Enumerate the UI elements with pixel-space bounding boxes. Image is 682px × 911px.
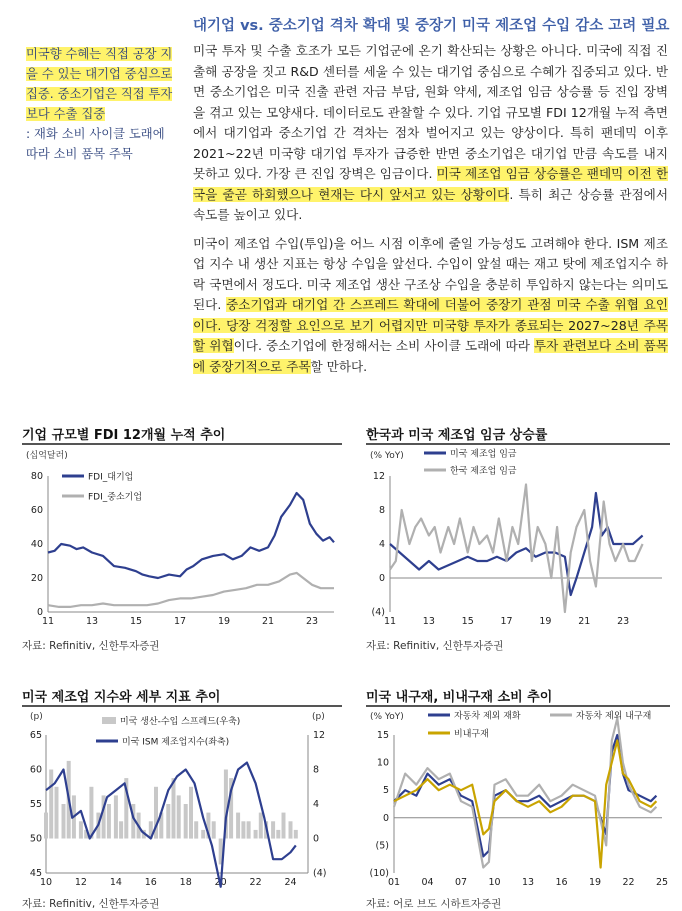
chart4-ytick-label: 0: [382, 812, 389, 824]
p2-text-e: 할 만하다.: [310, 358, 368, 374]
chart1-svg: [22, 446, 342, 632]
chart2-ytick-label: 4: [378, 539, 385, 550]
chart4-ytick-label: (10): [369, 868, 389, 879]
chart3-bar: [247, 821, 251, 838]
chart3-bar: [289, 821, 293, 838]
chart2-ytick-label: 12: [372, 471, 385, 482]
chart3-bar: [184, 804, 188, 839]
side-note-highlight: 미국향 수혜는 직접 공장 지을 수 있는 대기업 중심으로 집중. 중소기업은 직접 투자보다 수출 집중: [26, 47, 173, 121]
chart4-series-3-line: [394, 741, 656, 868]
chart2-xtick-label: 15: [461, 616, 474, 627]
paragraph-2: [193, 234, 668, 378]
p2-highlight-2: 투자 관련보다 소비 품목에 중장기적으로 주목: [193, 338, 668, 374]
chart3-bar: [79, 821, 83, 838]
chart3-left-ytick-label: 55: [29, 799, 42, 810]
chart4-xtick-label: 16: [555, 877, 568, 888]
chart3-xtick-label: 16: [144, 877, 157, 888]
chart2-rule: [366, 443, 670, 445]
chart3-bar: [259, 813, 263, 839]
chart3-bar: [114, 795, 118, 838]
chart4-svg: [366, 707, 670, 893]
chart2-legend-label: 한국 제조업 임금: [450, 466, 517, 477]
chart1-ytick-label: 80: [30, 471, 43, 482]
chart3-bar: [44, 813, 48, 839]
chart3-bar: [62, 804, 66, 839]
chart2-xtick-label: 23: [617, 616, 630, 627]
chart4-xtick-label: 04: [421, 877, 434, 888]
chart3-xtick-label: 22: [249, 877, 262, 888]
paragraph-1: [193, 41, 668, 226]
chart3-bar: [241, 821, 245, 838]
chart4-xtick-label: 07: [454, 877, 468, 888]
chart3-legend-bar-label: 미국 생산-수입 스프레드(우축): [120, 717, 241, 727]
chart3-bar: [189, 787, 193, 839]
chart1-source: 자료: Refinitiv, 신한투자증권: [22, 640, 160, 652]
chart2-title: 한국과 미국 제조업 임금 상승률: [366, 428, 548, 443]
chart4-xtick-label: 19: [588, 877, 602, 888]
chart4-xtick-label: 22: [622, 877, 635, 888]
chart3-bar: [282, 813, 286, 839]
chart4-title: 미국 내구재, 비내구재 소비 추이: [366, 690, 553, 705]
chart3-source: 자료: Refinitiv, 신한투자증권: [22, 898, 160, 910]
chart2-xtick-label: 13: [422, 616, 435, 627]
chart3-right-ytick-label: 8: [313, 764, 320, 776]
p2-highlight-1: 중소기업과 대기업 간 스프레드 확대에 더불어 중장기 관점 미국 수출 위협 요인이다. 당장 걱정할 요인으로 보기 어렵지만 미국향 투자가 종료되는 2027~28년 주목할 위협: [193, 297, 668, 353]
chart3-bar: [172, 778, 176, 838]
chart2-ytick-label: 8: [378, 505, 385, 516]
chart2-xtick-label: 11: [383, 616, 397, 627]
chart3-bar: [294, 830, 298, 839]
chart1-rule: [22, 443, 342, 445]
chart3-bar: [236, 813, 240, 839]
chart3-left-ytick-label: 60: [29, 764, 42, 776]
p1-text-a: 미국 투자 및 수출 호조가 모든 기업군에 온기 확산되는 상황은 아니다. 미국에 직접 진출해 공장을 짓고 R&D 센터를 세울 수 있는 대기업 중심으로 수혜가 집중되고 있다. 반면 중소기업은 미국 진출 관련 자금 부담, 원화 약세, 제조업 임금 상승률 등 진입 장벽을 겪고 있는 모양새다. 데이터로도 관찰할 수 있다. 기업 규모별 FDI 12개월 누적 측면에서 대기업과 중소기업 간 격차는 점차 벌어지고 있는 양상이다. 특히 팬데믹 이후 2021~22년 미국향 대기업 투자가 급증한 반면 중소기업은 대기업 만큼 속도를 내지 못하고 있다. 가장 큰 진입 장벽은 임금이다.: [193, 43, 668, 181]
body-text: [193, 41, 668, 385]
chart3-legend-bar-swatch: [102, 717, 116, 724]
chart1-xtick-label: 23: [305, 616, 319, 627]
chart2-legend-label: 미국 제조업 임금: [450, 449, 517, 460]
chart1-xtick-label: 17: [173, 616, 187, 627]
chart3-legend-line-label: 미국 ISM 제조업지수(좌축): [122, 737, 230, 748]
chart3-right-ytick-label: 4: [313, 799, 320, 810]
chart2-svg: [366, 446, 670, 632]
chart3-unit-left: (p): [30, 712, 43, 722]
chart4-ytick-label: 15: [376, 730, 389, 741]
chart1-xtick-label: 11: [41, 616, 55, 627]
chart3-bar: [194, 821, 198, 838]
chart3-left-ytick-label: 45: [29, 868, 42, 879]
chart3-bar: [55, 787, 59, 839]
chart4-ytick-label: 5: [382, 785, 389, 797]
chart4-source: 자료: 어로 브도 시하트자증권: [366, 898, 502, 910]
chart1-title: 기업 규모별 FDI 12개월 누적 추이: [22, 428, 226, 443]
chart3-bar: [254, 830, 258, 839]
side-note-rest: : 재화 소비 사이클 도래에 따라 소비 품목 주목: [26, 127, 165, 161]
p1-text-c: . 특히 최근 상승률 관점에서 속도를 높이고 있다.: [193, 186, 668, 222]
chart1-xtick-label: 21: [261, 616, 275, 627]
chart1-ytick-label: 0: [36, 607, 43, 618]
chart3-xtick-label: 14: [109, 877, 122, 888]
chart4-xtick-label: 01: [387, 877, 401, 888]
chart1-xtick-label: 15: [129, 616, 143, 627]
chart3-right-ytick-label: 12: [313, 730, 326, 741]
chart4-ytick-label: (5): [375, 840, 389, 852]
chart1-unit: (십억달러): [26, 451, 68, 461]
chart3-bar: [119, 821, 123, 838]
chart3-right-ytick-label: (4): [313, 868, 327, 879]
chart1-series-1-line: [48, 493, 334, 578]
chart4-unit: (% YoY): [370, 712, 404, 722]
chart4-legend-label: 비내구재: [454, 729, 489, 740]
chart3-unit-right: (p): [312, 712, 325, 722]
chart2-xtick-label: 17: [500, 616, 513, 627]
chart3-xtick-label: 18: [179, 877, 192, 888]
chart3-left-ytick-label: 50: [29, 833, 42, 845]
chart1-ytick-label: 20: [30, 573, 43, 584]
p1-highlight: 미국 제조업 임금 상승률은 팬데믹 이전 한국을 줄곧 하회했으나 현재는 다시 앞서고 있는 상황이다: [193, 166, 669, 202]
chart3-right-ytick-label: 0: [313, 833, 320, 845]
chart3-title: 미국 제조업 지수와 세부 지표 추이: [22, 690, 221, 705]
chart2-series-2-line: [390, 485, 643, 613]
chart3-bar: [276, 830, 280, 839]
chart3-bar: [201, 830, 205, 839]
chart1-ytick-label: 40: [30, 539, 43, 550]
chart3-xtick-label: 10: [39, 877, 53, 888]
chart4-xtick-label: 25: [655, 877, 669, 888]
side-note: [26, 44, 176, 164]
chart3-xtick-label: 12: [74, 877, 87, 888]
chart1-xtick-label: 13: [85, 616, 99, 627]
chart4-ytick-label: 10: [376, 757, 389, 769]
p2-text-c: 이다. 중소기업에 한정해서는 소비 사이클 도래에 따라: [233, 338, 535, 353]
chart3-bar: [166, 804, 170, 839]
chart3-bar: [271, 821, 275, 838]
chart2-ytick-label: 0: [378, 573, 385, 584]
chart1-legend-label: FDI_중소기업: [88, 492, 143, 503]
chart2-ytick-label: (4): [371, 607, 385, 618]
chart2-xtick-label: 19: [539, 616, 552, 627]
chart3-xtick-label: 20: [214, 877, 227, 888]
chart3-bar: [89, 787, 93, 839]
chart1-xtick-label: 19: [217, 616, 231, 627]
chart3-bar: [177, 795, 181, 838]
chart2-unit: (% YoY): [370, 451, 404, 461]
chart2-xtick-label: 21: [578, 616, 591, 627]
chart4-legend-label: 자동차 제외 재화: [454, 711, 521, 722]
chart1-legend-label: FDI_대기업: [88, 472, 134, 483]
chart4-xtick-label: 13: [521, 877, 535, 888]
section-heading: 대기업 vs. 중소기업 격차 확대 및 중장기 미국 제조업 수입 감소 고려 필요: [193, 18, 670, 34]
chart3-bar: [212, 821, 216, 838]
chart3-left-ytick-label: 65: [29, 730, 42, 741]
chart1-series-2-line: [48, 573, 334, 607]
chart1-ytick-label: 60: [30, 505, 43, 516]
chart3-ism-line: [46, 763, 296, 887]
chart3-xtick-label: 24: [284, 877, 297, 888]
chart3-svg: [22, 707, 342, 893]
chart4-xtick-label: 10: [488, 877, 501, 888]
chart3-bar: [49, 770, 53, 839]
chart2-source: 자료: Refinitiv, 신한투자증권: [366, 640, 504, 652]
chart4-legend-label: 자동차 제외 내구재: [576, 711, 652, 722]
p2-text-a: 미국이 제조업 수입(투입)을 어느 시점 이후에 줄일 가능성도 고려해야 한다. ISM 제조업 지수 내 생산 지표는 항상 수입을 앞선다. 수입이 앞설 때는 재고 탓에 제조업지수 하락 국면에서 정도다. 미국 제조업 생산 구조상 수입을 충분히 투입하지 않는다는 의미도 된다.: [193, 235, 668, 312]
chart3-bar: [107, 804, 111, 839]
